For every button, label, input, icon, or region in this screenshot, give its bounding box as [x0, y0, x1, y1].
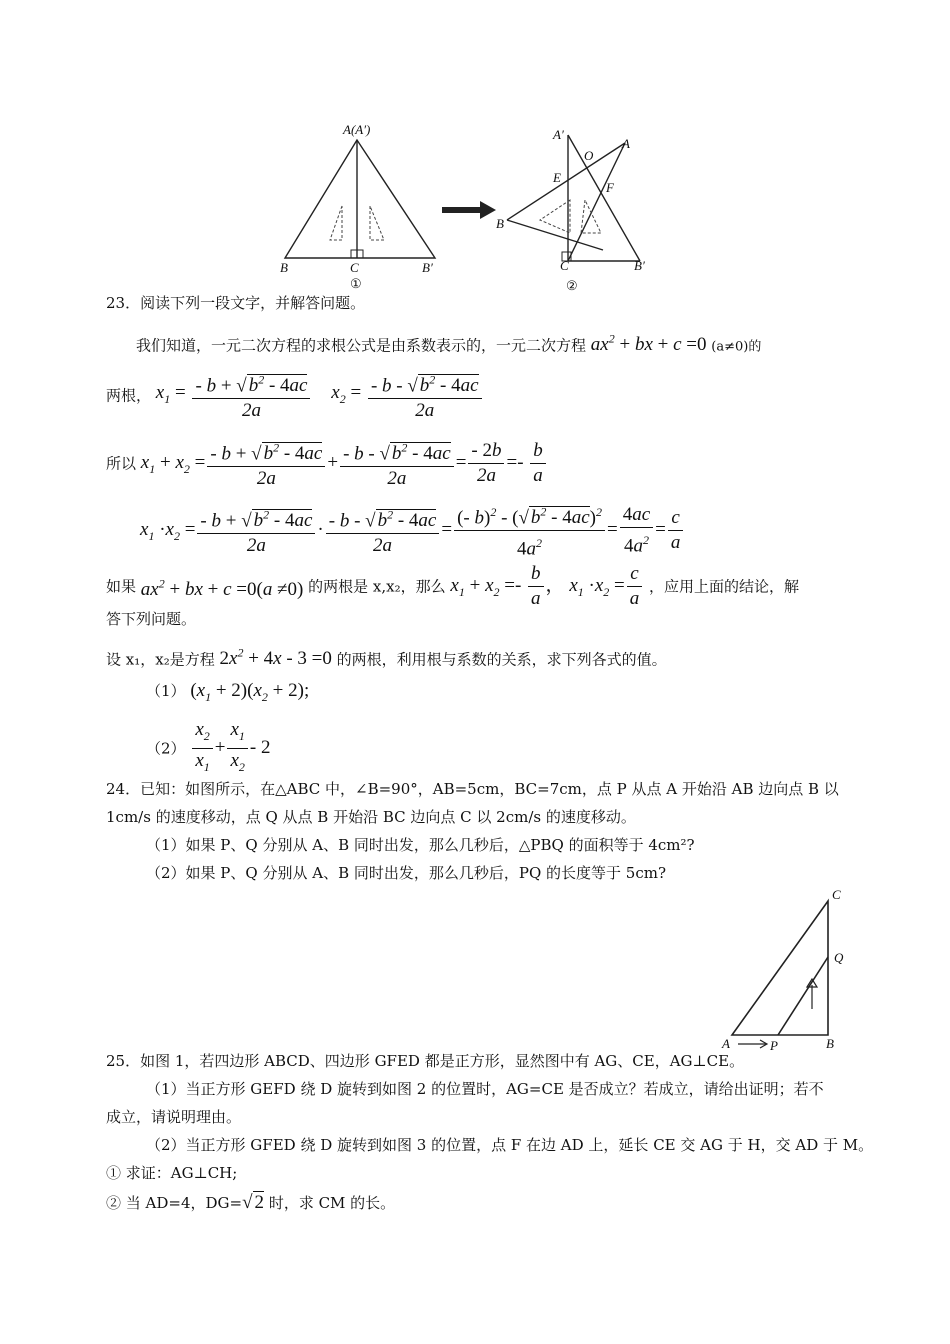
q23-if-equation: $ax^2$ + bx + c =0(a ≠0)	[140, 576, 304, 600]
q23-intro	[136, 328, 761, 358]
figure-2-rotated-triangles	[495, 125, 665, 275]
q23-product-line	[140, 500, 685, 562]
q24-line1: 24．已知：如图所示，在△ABC 中，∠B=90°，AB=5cm，BC=7cm，点 P 从点 A 开始沿 AB 边向点 B 以	[106, 780, 839, 798]
q24-part1: （1）如果 P、Q 分别从 A、B 同时出发，那么几秒后，△PBQ 的面积等于 4cm²?	[146, 836, 695, 854]
fig2-caption: ②	[566, 278, 578, 293]
fig2-label-a: A	[622, 136, 630, 151]
q23-sum-line	[106, 436, 548, 491]
fig2-label-o: O	[584, 148, 594, 163]
q25-sub2-value: 2	[254, 1192, 265, 1213]
q23-title: 23．阅读下列一段文字，并解答问题。	[106, 294, 366, 312]
q23-part1-expression: $(x_1 + 2)(x_2 + 2)$;	[190, 680, 310, 704]
fig2-label-c: C	[560, 258, 569, 273]
q23-if-cont: 答下列问题。	[106, 610, 197, 628]
q23-if-post: ，应用上面的结论，解	[649, 577, 800, 596]
q23-vieta-sum: $x_1 + x_2$ =- $\frac{b}{a}$ ， $x_1 \cdot x_2$ = $\frac{c}{a}$	[450, 575, 644, 596]
q23-if-line	[106, 562, 799, 611]
q23-product-derivation: $x_1 \cdot x_2$ = $\frac{- b + √ b^2 - 4ac}{2a}$ · $\frac{- b - √ b^2 - 4ac}{2a}$ = $\frac{(- b)^2 - (√ b^2 - 4ac)^2}{4a^2}$ = $\frac{4ac}{4a^2}$ = $\frac{c}{a}$	[140, 519, 685, 540]
q23-given-equation: $2x^2 + 4x - 3 =0$	[219, 646, 332, 670]
rotation-arrow	[440, 200, 498, 220]
q23-root-x2-fraction: $\frac{- b - √ b^2 - 4ac}{2a}$	[368, 368, 482, 423]
fig1-label-bp: B′	[422, 260, 433, 275]
fig2-label-bp: B′	[634, 258, 645, 273]
q24-label-p: P	[770, 1038, 778, 1053]
q25-sub1: ① 求证：AG⊥CH;	[106, 1164, 238, 1182]
q25-part1-b: 成立，请说明理由。	[106, 1108, 242, 1126]
q24-label-a: A	[722, 1036, 730, 1051]
q23-if-mid: 的两根是 x,x₂，那么	[308, 577, 446, 596]
q23-root-x2: $x_2$ =	[331, 381, 362, 406]
q24-figure-triangle	[720, 895, 835, 1041]
q23-root-x1: $x_1$ =	[155, 381, 186, 406]
fig1-label-b: B	[280, 260, 288, 275]
fig1-label-top: A(A′)	[343, 122, 371, 137]
q25-sub2	[106, 1192, 395, 1214]
fig2-label-b: B	[496, 216, 504, 231]
q25-part2: （2）当正方形 GFED 绕 D 旋转到如图 3 的位置，点 F 在边 AD 上，延长 CE 交 AG 于 H，交 AD 于 M。	[146, 1136, 874, 1154]
q23-if-pre: 如果	[106, 577, 137, 596]
q23-part2	[146, 718, 271, 779]
fig2-label-f: F	[606, 180, 614, 195]
q23-intro-cond: (a≠0)的	[711, 339, 762, 355]
fig1-caption: ①	[350, 276, 362, 291]
q24-part2: （2）如果 P、Q 分别从 A、B 同时出发，那么几秒后，PQ 的长度等于 5cm?	[146, 864, 667, 882]
q23-general-equation: $ax^2$ + bx + c =0	[590, 332, 707, 356]
q25-sub2-pre: ② 当 AD=4，DG=	[106, 1194, 243, 1212]
q25-sub2-post: 时，求 CM 的长。	[268, 1194, 396, 1212]
fig1-label-c: C	[350, 260, 359, 275]
q23-root-x1-fraction: $\frac{- b + √ b^2 - 4ac}{2a}$	[192, 368, 310, 423]
q24-figure-arrow-p	[736, 1038, 772, 1050]
sqrt-symbol: √	[242, 1192, 253, 1213]
q23-sum-derivation: $x_1 + x_2$ = $\frac{- b + √ b^2 - 4ac}{2a}$ + $\frac{- b - √ b^2 - 4ac}{2a}$ = $\frac{- 2b}{2a}$ =- $\frac{b}{a}$	[141, 452, 548, 473]
q23-part1	[146, 680, 309, 708]
q24-label-q: Q	[834, 950, 844, 965]
fig2-label-ap: A′	[553, 127, 564, 142]
q23-given-line	[106, 642, 667, 670]
q23-part1-label: （1）	[146, 682, 186, 700]
q23-intro-text: 我们知道，一元二次方程的求根公式是由系数表示的，一元二次方程	[136, 336, 587, 355]
fig2-label-e: E	[553, 170, 561, 185]
q23-given-post: 的两根，利用根与系数的关系，求下列各式的值。	[336, 650, 667, 669]
q23-so-label: 所以	[106, 454, 137, 473]
q23-part2-expression: $\frac{x_2}{x_1}$ + $\frac{x_1}{x_2}$ - 2	[190, 737, 270, 758]
q23-roots-label: 两根，	[106, 386, 152, 405]
q23-given-pre: 设 x₁，x₂是方程	[106, 650, 215, 669]
q25-part1-a: （1）当正方形 GEFD 绕 D 旋转到如图 2 的位置时，AG=CE 是否成立？若成立，请给出证明；若不	[146, 1080, 824, 1098]
q23-roots-line	[106, 368, 484, 423]
q24-label-b: B	[826, 1036, 834, 1051]
q25-line1: 25．如图 1，若四边形 ABCD、四边形 GFED 都是正方形，显然图中有 AG、CE，AG⊥CE。	[106, 1052, 745, 1070]
q23-part2-label: （2）	[146, 739, 186, 758]
q24-label-c: C	[832, 887, 841, 902]
q24-line2: 1cm/s 的速度移动，点 Q 从点 B 开始沿 BC 边向点 C 以 2cm/s 的速度移动。	[106, 808, 636, 826]
